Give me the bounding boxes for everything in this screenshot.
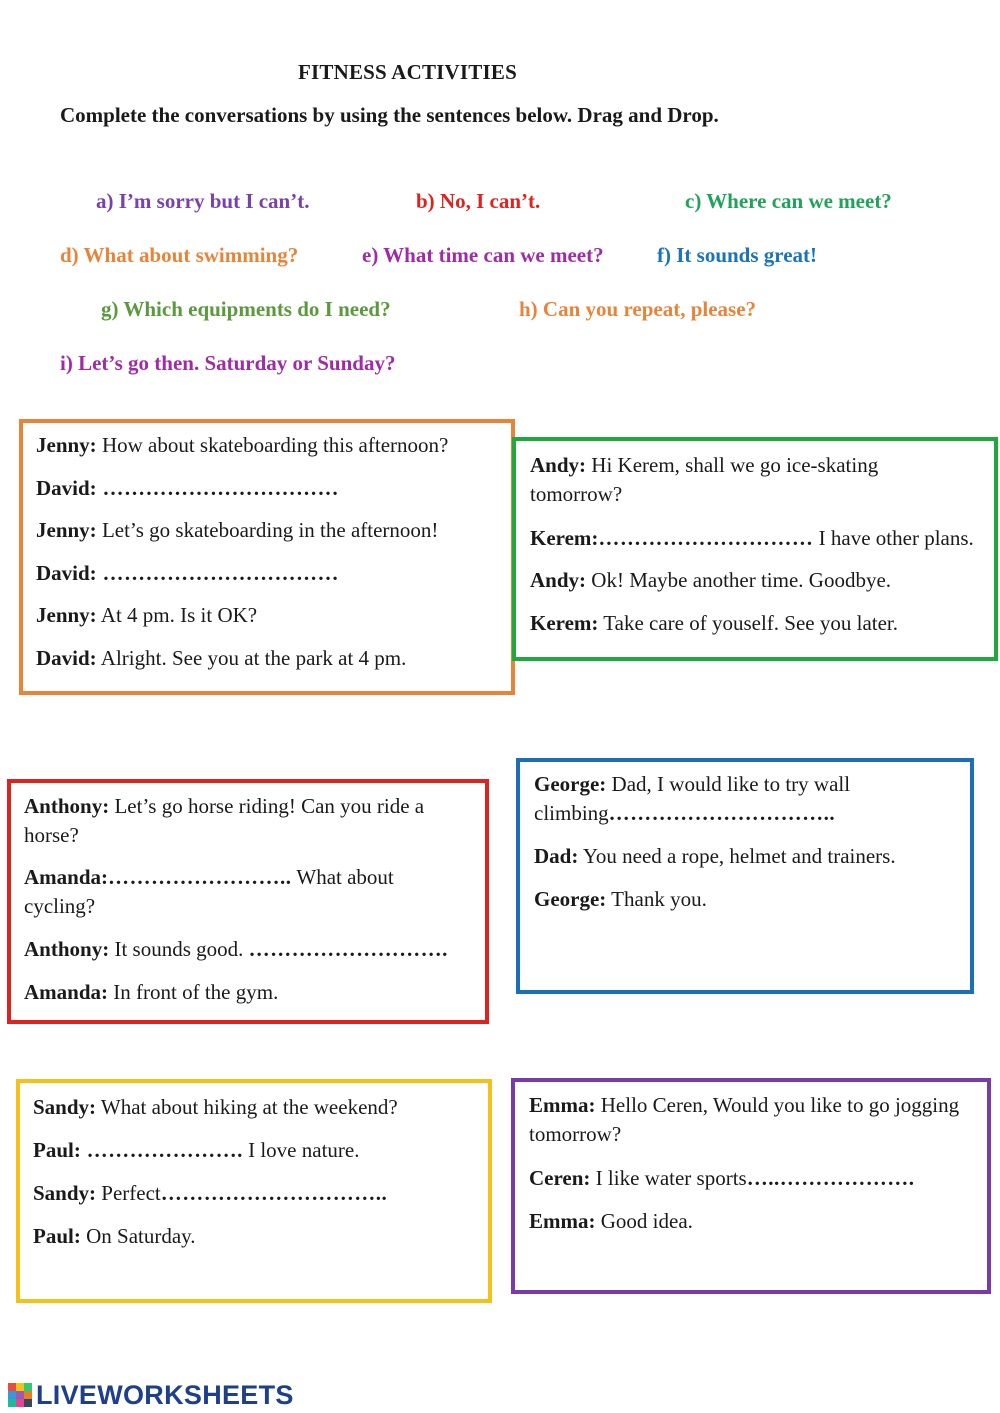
liveworksheets-logo[interactable]: [8, 1378, 294, 1412]
dialogue-line: [24, 935, 448, 964]
dialogue-text: You need a rope, helmet and trainers.: [578, 844, 896, 868]
speaker-name: Jenny:: [36, 603, 97, 627]
speaker-name: Amanda:: [24, 980, 109, 1004]
dialogue-line: [36, 516, 438, 545]
conversation-box-ice-skating: [512, 437, 998, 661]
speaker-name: Jenny:: [36, 518, 97, 542]
page-title: FITNESS ACTIVITIES: [298, 60, 517, 84]
answer-gap[interactable]: …………………………..: [160, 1181, 388, 1205]
speaker-name: George:: [534, 772, 607, 796]
speaker-name: Anthony:: [24, 937, 110, 961]
answer-gap[interactable]: ……………………………: [96, 561, 339, 585]
option-h[interactable]: h) Can you repeat, please?: [519, 297, 757, 321]
dialogue-text: Good idea.: [595, 1209, 693, 1233]
instruction-text: Complete the conversations by using the sentences below. Drag and Drop.: [60, 103, 719, 127]
dialogue-text: Let’s go skateboarding in the afternoon!: [96, 518, 439, 542]
dialogue-line: [24, 863, 424, 921]
answer-gap[interactable]: ………………….: [80, 1138, 243, 1162]
dialogue-text: What about cycling?: [24, 865, 394, 918]
conversation-box-hiking: [16, 1079, 492, 1303]
dialogue-line: [534, 770, 954, 828]
dialogue-text: Thank you.: [606, 887, 707, 911]
speaker-name: Ceren:: [529, 1166, 591, 1190]
option-e[interactable]: e) What time can we meet?: [362, 243, 604, 267]
dialogue-line: [24, 792, 469, 850]
option-c[interactable]: c) Where can we meet?: [685, 189, 892, 213]
dialogue-text: Let’s go horse riding! Can you ride a horse?: [24, 794, 425, 847]
dialogue-line: [36, 474, 339, 503]
dialogue-text: On Saturday.: [80, 1224, 196, 1248]
dialogue-text: Hi Kerem, shall we go ice-skating tomorrow?: [530, 453, 879, 506]
option-b[interactable]: b) No, I can’t.: [416, 189, 541, 213]
speaker-name: Kerem:: [530, 611, 599, 635]
dialogue-text: Hello Ceren, Would you like to go jogging tomorrow?: [529, 1093, 960, 1146]
option-d[interactable]: d) What about swimming?: [60, 243, 299, 267]
option-i[interactable]: i) Let’s go then. Saturday or Sunday?: [60, 351, 396, 375]
answer-gap[interactable]: ……………………..: [108, 865, 292, 889]
option-f[interactable]: f) It sounds great!: [657, 243, 818, 267]
dialogue-text: Ok! Maybe another time. Goodbye.: [586, 568, 892, 592]
dialogue-text: What about hiking at the weekend?: [96, 1095, 398, 1119]
option-g[interactable]: g) Which equipments do I need?: [101, 297, 391, 321]
dialogue-line: [529, 1207, 693, 1236]
conversation-box-horse-riding: [7, 779, 489, 1024]
dialogue-text: I like water sports: [590, 1166, 747, 1190]
speaker-name: Amanda:: [24, 865, 109, 889]
speaker-name: Dad:: [534, 844, 579, 868]
dialogue-text: It sounds good.: [109, 937, 249, 961]
answer-gap[interactable]: …..……………….: [746, 1166, 915, 1190]
dialogue-line: [36, 644, 406, 673]
dialogue-line: [33, 1179, 387, 1208]
answer-gap[interactable]: …………………………: [598, 526, 814, 550]
dialogue-text: Alright. See you at the park at 4 pm.: [96, 646, 407, 670]
conversation-box-skateboarding: [19, 419, 515, 695]
dialogue-text: How about skateboarding this afternoon?: [96, 433, 449, 457]
speaker-name: Jenny:: [36, 433, 97, 457]
dialogue-text: I have other plans.: [813, 526, 974, 550]
speaker-name: Sandy:: [33, 1181, 97, 1205]
speaker-name: Anthony:: [24, 794, 110, 818]
dialogue-line: [33, 1136, 359, 1165]
conversation-box-wall-climbing: [516, 758, 974, 994]
dialogue-text: Take care of youself. See you later.: [598, 611, 899, 635]
dialogue-line: [529, 1164, 914, 1193]
speaker-name: Paul:: [33, 1138, 81, 1162]
speaker-name: Paul:: [33, 1224, 81, 1248]
speaker-name: David:: [36, 476, 97, 500]
speaker-name: George:: [534, 887, 607, 911]
logo-grid-icon: [8, 1383, 32, 1407]
dialogue-line: [530, 451, 970, 509]
dialogue-line: [33, 1093, 398, 1122]
dialogue-line: [36, 601, 257, 630]
speaker-name: Emma:: [529, 1209, 596, 1233]
dialogue-text: Perfect: [96, 1181, 161, 1205]
conversation-box-jogging: [511, 1078, 991, 1294]
answer-gap[interactable]: ……………………….: [248, 937, 448, 961]
dialogue-line: [24, 978, 278, 1007]
logo-text: LIVEWORKSHEETS: [36, 1379, 294, 1410]
dialogue-line: [530, 566, 891, 595]
dialogue-text: Dad, I would like to try wall climbing: [534, 772, 851, 825]
option-a[interactable]: a) I’m sorry but I can’t.: [96, 189, 310, 213]
speaker-name: Andy:: [530, 568, 587, 592]
speaker-name: David:: [36, 561, 97, 585]
dialogue-line: [36, 559, 339, 588]
speaker-name: Andy:: [530, 453, 587, 477]
dialogue-text: I love nature.: [242, 1138, 360, 1162]
dialogue-line: [530, 609, 898, 638]
dialogue-text: At 4 pm. Is it OK?: [96, 603, 258, 627]
dialogue-text: In front of the gym.: [108, 980, 279, 1004]
speaker-name: Kerem:: [530, 526, 599, 550]
answer-gap[interactable]: ……………………………: [96, 476, 339, 500]
speaker-name: Sandy:: [33, 1095, 97, 1119]
answer-gap[interactable]: …………………………..: [608, 801, 836, 825]
speaker-name: Emma:: [529, 1093, 596, 1117]
dialogue-line: [529, 1091, 969, 1149]
dialogue-line: [530, 524, 974, 553]
speaker-name: David:: [36, 646, 97, 670]
dialogue-line: [33, 1222, 196, 1251]
dialogue-line: [534, 842, 896, 871]
dialogue-line: [36, 431, 448, 460]
dialogue-line: [534, 885, 707, 914]
